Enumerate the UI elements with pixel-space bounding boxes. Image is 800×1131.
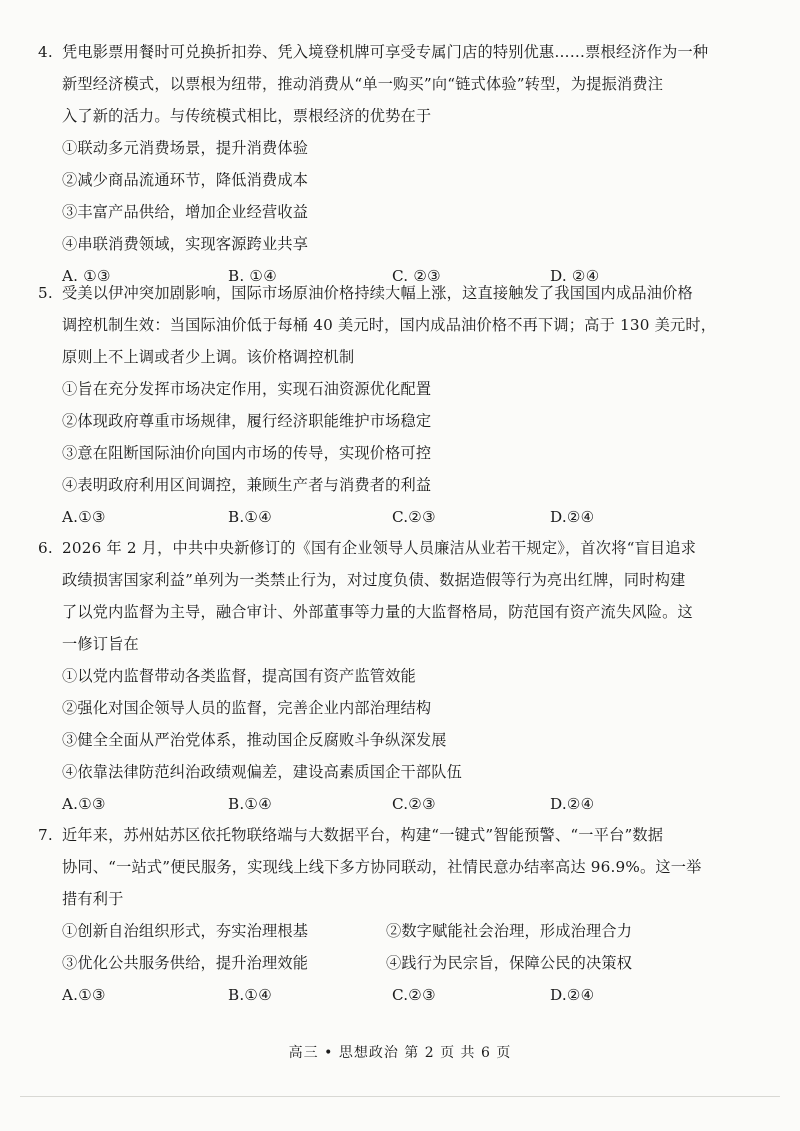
option-3: ③意在阻断国际油价向国内市场的传导，实现价格可控	[62, 444, 432, 462]
choice-d: D.②④	[550, 986, 595, 1004]
choice-c: C.②③	[392, 795, 436, 813]
option-4: ④践行为民宗旨，保障公民的决策权	[386, 954, 633, 972]
question-5	[38, 283, 738, 527]
option-3: ③健全全面从严治党体系，推动国企反腐败斗争纵深发展	[62, 731, 447, 749]
question-6	[38, 538, 738, 814]
choice-b: B.①④	[228, 508, 273, 526]
choice-d: D. ②④	[550, 267, 600, 285]
option-2: ②体现政府尊重市场规律，履行经济职能维护市场稳定	[62, 412, 432, 430]
choice-d: D.②④	[550, 508, 595, 526]
stem-line: 措有利于	[62, 890, 124, 908]
stem-line: 入了新的活力。与传统模式相比，票根经济的优势在于	[62, 107, 432, 125]
question-4	[38, 42, 738, 286]
choice-c: C.②③	[392, 986, 436, 1004]
option-2: ②数字赋能社会治理，形成治理合力	[386, 922, 633, 940]
choice-d: D.②④	[550, 795, 595, 813]
question-7	[38, 825, 738, 1005]
option-1: ①旨在充分发挥市场决定作用，实现石油资源优化配置	[62, 380, 432, 398]
choice-a: A.①③	[62, 508, 106, 526]
question-number: 7.	[38, 826, 53, 844]
choice-b: B.①④	[228, 795, 273, 813]
question-number: 5.	[38, 284, 53, 302]
option-2: ②减少商品流通环节，降低消费成本	[62, 171, 309, 189]
choice-b: B. ①④	[228, 267, 278, 285]
choice-b: B.①④	[228, 986, 273, 1004]
stem-line: 2026 年 2 月，中共中央新修订的《国有企业领导人员廉洁从业若干规定》，首次将“盲目追求	[62, 539, 697, 557]
choice-a: A. ①③	[62, 267, 111, 285]
option-1: ①联动多元消费场景，提升消费体验	[62, 139, 309, 157]
stem-line: 原则上不上调或者少上调。该价格调控机制	[62, 348, 355, 366]
options-row	[38, 921, 738, 941]
options-row	[38, 953, 738, 973]
stem-line: 了以党内监督为主导，融合审计、外部董事等力量的大监督格局，防范国有资产流失风险。这	[62, 603, 693, 621]
question-number: 4.	[38, 43, 53, 61]
option-3: ③优化公共服务供给，提升治理效能	[62, 954, 309, 972]
stem-line: 一修订旨在	[62, 635, 139, 653]
stem-line: 协同、“一站式”便民服务，实现线上线下多方协同联动，社情民意办结率高达 96.9%。这一举	[62, 858, 702, 876]
stem-line: 新型经济模式，以票根为纽带，推动消费从“单一购买”向“链式体验”转型，为提振消费注	[62, 75, 664, 93]
answer-choices	[38, 985, 738, 1005]
option-4: ④表明政府利用区间调控，兼顾生产者与消费者的利益	[62, 476, 432, 494]
question-number: 6.	[38, 539, 53, 557]
stem-line: 近年来，苏州姑苏区依托物联络端与大数据平台，构建“一键式”智能预警、“一平台”数据	[62, 826, 664, 844]
option-4: ④串联消费领域，实现客源跨业共享	[62, 235, 309, 253]
divider	[20, 1096, 780, 1097]
option-3: ③丰富产品供给，增加企业经营收益	[62, 203, 309, 221]
option-4: ④依靠法律防范纠治政绩观偏差，建设高素质国企干部队伍	[62, 763, 463, 781]
answer-choices	[38, 794, 738, 814]
answer-choices	[38, 507, 738, 527]
option-1: ①以党内监督带动各类监督，提高国有资产监管效能	[62, 667, 416, 685]
choice-a: A.①③	[62, 795, 106, 813]
choice-c: C. ②③	[392, 267, 441, 285]
stem-line: 受美以伊冲突加剧影响，国际市场原油价格持续大幅上涨，这直接触发了我国国内成品油价格	[62, 284, 693, 302]
page-footer: 高三 • 思想政治 第 2 页 共 6 页	[288, 1045, 512, 1061]
stem-line: 政绩损害国家利益”单列为一类禁止行为，对过度负债、数据造假等行为亮出红牌，同时构建	[62, 571, 686, 589]
option-2: ②强化对国企领导人员的监督，完善企业内部治理结构	[62, 699, 432, 717]
option-1: ①创新自治组织形式，夯实治理根基	[62, 922, 309, 940]
stem-line: 调控机制生效：当国际油价低于每桶 40 美元时，国内成品油价格不再下调；高于 130 美元时，	[62, 316, 717, 334]
choice-c: C.②③	[392, 508, 436, 526]
choice-a: A.①③	[62, 986, 106, 1004]
stem-line: 凭电影票用餐时可兑换折扣券、凭入境登机牌可享受专属门店的特别优惠……票根经济作为一种	[62, 43, 709, 61]
